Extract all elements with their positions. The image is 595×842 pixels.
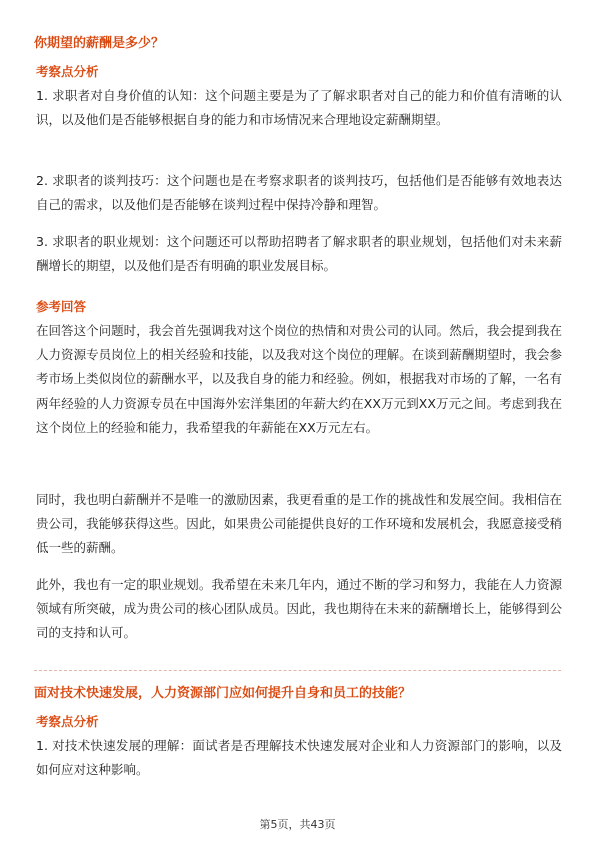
analysis-point: 2. 求职者的谈判技巧：这个问题也是在考察求职者的谈判技巧，包括他们是否能够有效地表达自己的需求，以及他们是否能够在谈判过程中保持冷静和理智。 [36,173,562,213]
analysis-point: 1. 对技术快速发展的理解：面试者是否理解技术快速发展对企业和人力资源部门的影响，以及如何应对这种影响。 [36,738,562,778]
page-number: 第5页，共43页 [259,818,336,831]
answer-paragraph: 在回答这个问题时，我会首先强调我对这个岗位的热情和对贵公司的认同。然后，我会提到我在人力资源专员岗位上的相关经验和技能，以及我对这个岗位的理解。在谈到薪酬期望时，我会参考市场上类似岗位的薪酬水平，以及我自身的能力和经验。例如，根据我对市场的了解，一名有两年经验的人力资源专员在中国海外宏洋集团的年薪大约在XX万元到XX万元之间。考虑到我在这个岗位上的经验和能力，我希望我的年薪能在XX万元左右。 [36,323,562,435]
question-title: 面对技术快速发展，人力资源部门应如何提升自身和员工的技能？ [34,686,412,701]
analysis-heading: 考察点分析 [36,64,99,79]
section-divider [34,670,561,671]
answer-paragraph: 同时，我也明白薪酬并不是唯一的激励因素，我更看重的是工作的挑战性和发展空间。我相信在贵公司，我能够获得这些。因此，如果贵公司能提供良好的工作环境和发展机会，我愿意接受稍低一些的薪酬。 [36,492,562,556]
analysis-point: 3. 求职者的职业规划：这个问题还可以帮助招聘者了解求职者的职业规划，包括他们对未来薪酬增长的期望，以及他们是否有明确的职业发展目标。 [36,234,562,274]
analysis-heading: 考察点分析 [36,714,99,729]
answer-paragraph: 此外，我也有一定的职业规划。我希望在未来几年内，通过不断的学习和努力，我能在人力资源领域有所突破，成为贵公司的核心团队成员。因此，我也期待在未来的薪酬增长上，能够得到公司的支持和认可。 [36,577,562,641]
analysis-point: 1. 求职者对自身价值的认知：这个问题主要是为了了解求职者对自己的能力和价值有清晰的认识，以及他们是否能够根据自身的能力和市场情况来合理地设定薪酬期望。 [36,88,562,128]
question-title: 你期望的薪酬是多少？ [34,36,165,51]
answer-heading: 参考回答 [36,299,87,314]
